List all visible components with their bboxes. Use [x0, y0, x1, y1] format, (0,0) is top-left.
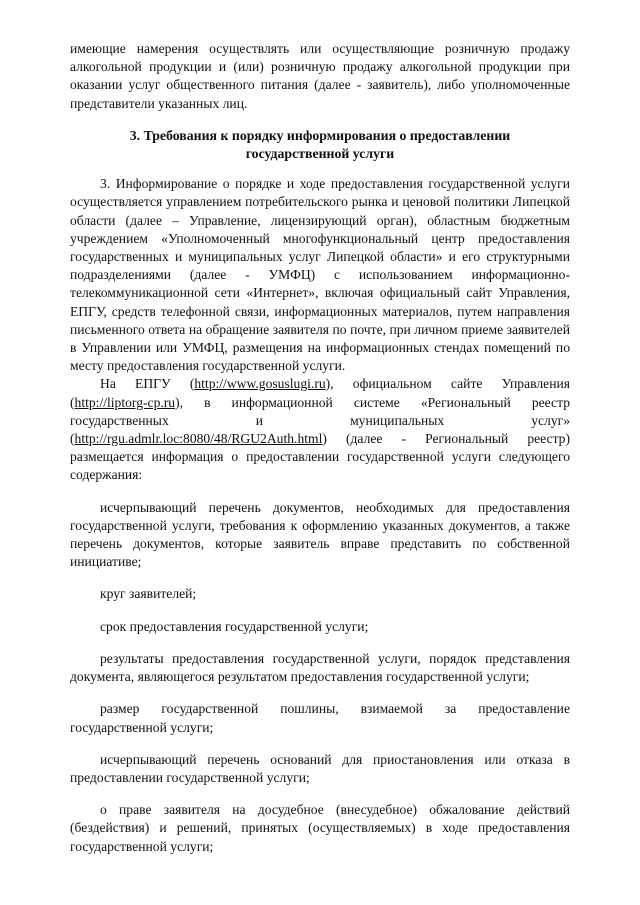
epgu-text-2: ), официальном сайте Управления (	[70, 376, 570, 410]
section-title-line-1: 3. Требования к порядку информирования о предоставлении	[129, 127, 511, 143]
intro-paragraph: имеющие намерения осуществлять или осуществляющие розничную продажу алкогольной продукции и (или) розничную продажу алкогольной продукции при оказании услуг общественного питания (далее - заявитель), либо уполномоченные представители указанных лиц.	[70, 41, 570, 111]
list-item-results: результаты предоставления государственной услуги, порядок представления документа, являющегося результатом предоставления государственной услуги;	[70, 650, 570, 685]
rgu-link[interactable]: http://rgu.admlr.loc:8080/48/RGU2Auth.html	[74, 431, 323, 447]
gosuslugi-link[interactable]: http://www.gosuslugi.ru	[194, 376, 326, 392]
epgu-paragraph	[70, 375, 570, 484]
epgu-text-4: ) (далее - Региональный реестр) размещается информация о предоставлении государственной услуги следующего содержания:	[70, 431, 570, 483]
document-page	[70, 40, 570, 856]
list-item-appeal: о праве заявителя на досудебное (внесудебное) обжалование действий (бездействия) и решений, принятых (осуществляемых) в ходе предоставления государственной услуги;	[70, 802, 570, 854]
liptorg-link[interactable]: http://liptorg-cp.ru	[74, 394, 176, 410]
epgu-text-3: ), в информационной системе «Региональный реестр государственных и муниципальных услуг» (	[70, 394, 570, 447]
epgu-text-1: На ЕПГУ (	[100, 376, 195, 392]
section-heading	[70, 127, 570, 163]
paragraph-3: 3. Информирование о порядке и ходе предоставления государственной услуги осуществляется управлением потребительского рынка и ценовой политики Липецкой области (далее – Управление, лицензирующий орган), областным бюджетным учреждением «Уполномоченный многофункциональный центр предоставления государственных и муниципальных услуг Липецкой области» и его структурными подразделениями (далее - УМФЦ) с использованием информационно-телекоммуникационной сети «Интернет», включая официальный сайт Управления, ЕПГУ, средств телефонной связи, информационных материалов, путем направления письменного ответа на обращение заявителя по почте, при личном приеме заявителей в Управлении или УМФЦ, размещения на информационных стендах помещений по месту предоставления государственной услуги.	[70, 176, 570, 374]
list-item-documents: исчерпывающий перечень документов, необходимых для предоставления государственной услуги, требования к оформлению указанных документов, а также перечень документов, которые заявитель вправе представить по собственной инициативе;	[70, 499, 570, 570]
list-item-term: срок предоставления государственной услуги;	[100, 618, 369, 634]
list-item-grounds: исчерпывающий перечень оснований для приостановления или отказа в предоставлении государственной услуги;	[70, 751, 570, 785]
list-item-applicants: круг заявителей;	[100, 586, 197, 602]
list-item-fee: размер государственной пошлины, взимаемой за предоставление государственной услуги;	[70, 701, 570, 735]
section-title-line-2: государственной услуги	[245, 146, 395, 162]
